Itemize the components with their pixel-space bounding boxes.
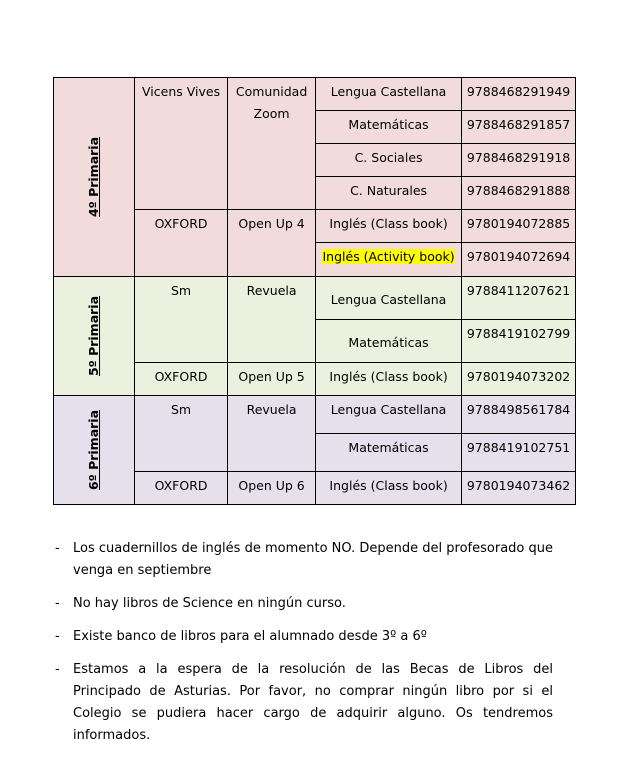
subject-cell: C. Naturales [316,177,462,210]
highlighted-subject: Inglés (Activity book) [322,249,455,264]
isbn-cell: 9788468291949 [462,78,576,111]
grade-cell [54,78,135,277]
table-row [54,78,576,111]
grade-cell [54,277,135,396]
editorial-cell: Sm [135,277,228,363]
editorial-cell: OXFORD [135,472,228,505]
note-item [55,593,553,615]
isbn-cell: 9788411207621 [462,277,576,320]
subject-cell: Lengua Castellana [316,277,462,320]
bullet-dash: - [55,629,60,644]
note-item [55,626,553,648]
series-cell: Open Up 6 [228,472,316,505]
table-row [54,396,576,434]
subject-cell: Matemáticas [316,320,462,363]
editorial-cell: OXFORD [135,363,228,396]
subject-cell: Inglés (Class book) [316,472,462,505]
isbn-cell: 9788468291857 [462,111,576,144]
book-list-table [53,77,576,505]
isbn-cell: 9780194072694 [462,243,576,277]
isbn-cell: 9788419102799 [462,320,576,363]
notes-list [55,538,553,758]
bullet-dash: - [55,662,60,677]
isbn-cell: 9788468291918 [462,144,576,177]
isbn-cell: 9788419102751 [462,434,576,472]
grade-cell [54,396,135,505]
subject-cell [316,243,462,277]
subject-cell: Lengua Castellana [316,396,462,434]
note-item [55,538,553,582]
subject-cell: Matemáticas [316,434,462,472]
subject-cell: C. Sociales [316,144,462,177]
grade-label: 5º Primaria [86,295,102,377]
isbn-cell: 9788468291888 [462,177,576,210]
series-cell: Comunidad Zoom [228,78,316,210]
bullet-dash: - [55,541,60,556]
editorial-cell: Sm [135,396,228,472]
series-cell: Revuela [228,396,316,472]
note-item [55,659,553,747]
isbn-cell: 9780194072885 [462,210,576,243]
isbn-cell: 9780194073202 [462,363,576,396]
note-text: Existe banco de libros para el alumnado desde 3º a 6º [73,629,427,644]
editorial-cell: Vicens Vives [135,78,228,210]
table-row [54,277,576,320]
series-cell: Open Up 4 [228,210,316,277]
subject-cell: Matemáticas [316,111,462,144]
subject-cell: Lengua Castellana [316,78,462,111]
note-text: Estamos a la espera de la resolución de las Becas de Libros del Principado de Asturias. Por favor, no comprar ningún libro por si el Colegio se pudiera hacer cargo de adquirir alguno. Os tendremos informados. [73,662,553,743]
subject-cell: Inglés (Class book) [316,363,462,396]
bullet-dash: - [55,596,60,611]
grade-label: 4º Primaria [86,136,102,218]
editorial-cell: OXFORD [135,210,228,277]
series-cell: Open Up 5 [228,363,316,396]
grade-label: 6º Primaria [86,409,102,491]
note-text: No hay libros de Science en ningún curso. [73,596,346,611]
note-text: Los cuadernillos de inglés de momento NO. Depende del profesorado que venga en septiembre [73,541,553,578]
series-cell: Revuela [228,277,316,363]
isbn-cell: 9780194073462 [462,472,576,505]
subject-cell: Inglés (Class book) [316,210,462,243]
isbn-cell: 9788498561784 [462,396,576,434]
